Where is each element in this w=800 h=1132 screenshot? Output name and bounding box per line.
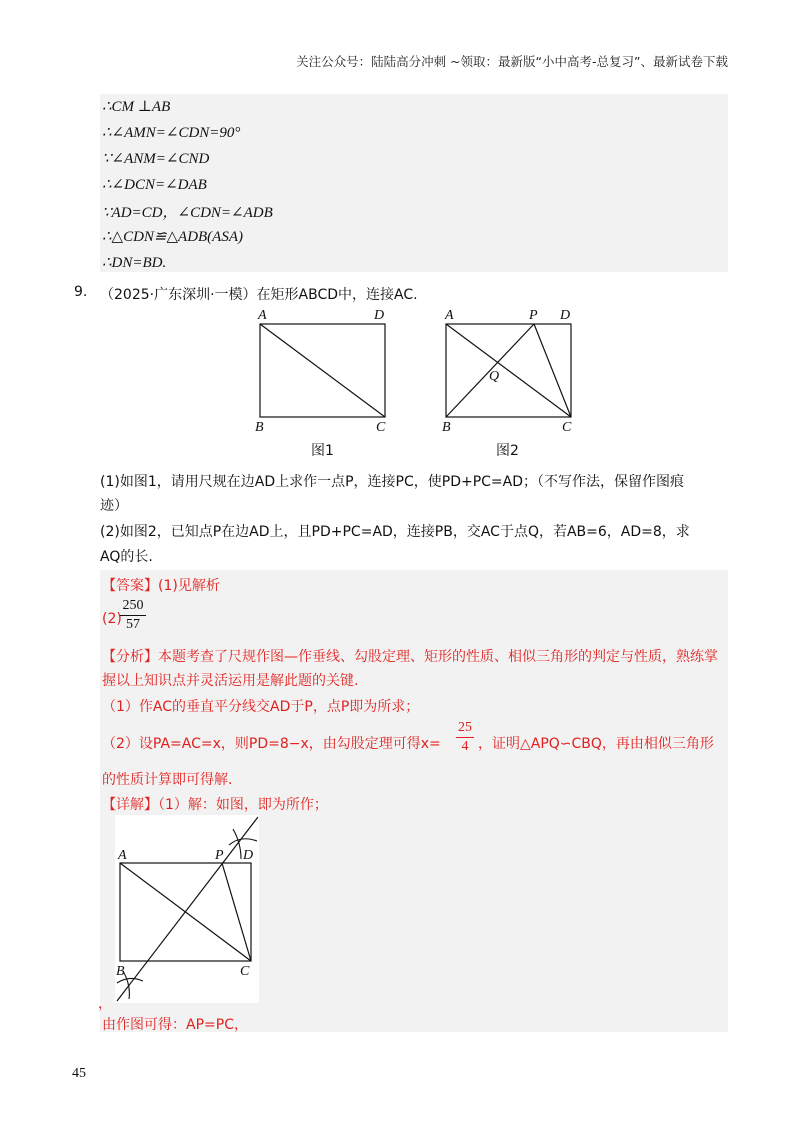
label-a: A (118, 848, 127, 863)
analysis-line2: 握以上知识点并灵活运用是解此题的关键. (102, 673, 359, 689)
label-b: B (116, 964, 125, 979)
perpendicular-bisector (117, 817, 258, 1001)
analysis-line5: 的性质计算即可得解. (102, 772, 233, 788)
proof-line: ∴∠DCN=∠DAB (102, 177, 207, 193)
proof-line: ∵∠ANM=∠CND (102, 151, 210, 167)
proof-line: ∴DN=BD. (102, 255, 167, 271)
segment-pc (222, 863, 251, 961)
analysis-line1 (102, 646, 718, 666)
fig1-caption: 图1 (311, 443, 334, 459)
label-b: B (442, 420, 451, 435)
answer-part2-prefix: (2) (102, 611, 122, 627)
label-c: C (562, 420, 572, 435)
arc-mark-top (229, 839, 257, 845)
label-d: D (374, 308, 385, 323)
analysis-text: 本题考查了尺规作图—作垂线、勾股定理、矩形的性质、相似三角形的判定与性质，熟练掌 (158, 649, 718, 665)
figure-1-2 (240, 300, 590, 465)
fraction-numerator: 25 (458, 720, 472, 735)
answer-fraction (120, 598, 146, 633)
label-a: A (445, 308, 454, 323)
part2-line1: (2)如图2，已知点P在边AD上，且PD+PC=AD，连接PB，交AC于点Q，若AB=6，AD=8，求 (100, 524, 690, 540)
detail-line2: 由作图可得：AP=PC， (102, 1017, 248, 1033)
label-c: C (376, 420, 386, 435)
construction-figure (115, 815, 259, 1003)
part1-line2: 迹） (100, 498, 128, 514)
analysis-tag: 【分析】 (102, 649, 158, 665)
proof-line: ∵AD=CD，∠CDN=∠ADB (102, 205, 273, 221)
page-number: 45 (72, 1066, 86, 1081)
label-a: A (258, 308, 267, 323)
fig2-caption: 图2 (496, 443, 519, 459)
question-number: 9. (74, 284, 88, 300)
diagonal-ac-fig1 (260, 324, 385, 417)
fraction-bar (456, 737, 474, 738)
label-c: C (240, 964, 250, 979)
detail-tag: 【详解】 (102, 797, 158, 813)
arc-mark-bottom (117, 978, 143, 983)
proof-line: ∴∠AMN=∠CDN=90° (102, 125, 241, 141)
fraction-denominator: 57 (126, 617, 140, 632)
detail-comma: ， (98, 996, 112, 1012)
fraction-bar (120, 615, 146, 616)
label-q: Q (489, 369, 500, 384)
page-header: 关注公众号：陆陆高分冲刺 ~领取：最新版“小中高考-总复习”、最新试卷下载 (296, 54, 728, 69)
detail-line1 (102, 794, 328, 814)
analysis-line3: （1）作AC的垂直平分线交AD于P，点P即为所求； (102, 699, 420, 715)
answer-part1: (1)见解析 (158, 578, 220, 594)
part1-line1: (1)如图1，请用尺规在边AD上求作一点P，连接PC，使PD+PC=AD；（不写作法，保留作图痕 (100, 474, 685, 490)
fraction-numerator: 250 (122, 598, 144, 613)
proof-line: ∴CM ⊥AB (102, 99, 171, 115)
analysis-line4-a: （2）设PA=AC=x，则PD=8−x，由勾股定理可得x= (102, 736, 441, 752)
detail-text: （1）解：如图，即为所作； (158, 797, 328, 813)
label-d: D (560, 308, 571, 323)
analysis-fraction (456, 720, 474, 755)
answer-tag: 【答案】 (102, 578, 158, 594)
proof-line: ∴△CDN≌△ADB(ASA) (102, 229, 243, 245)
label-b: B (255, 420, 264, 435)
analysis-line4-b: ，证明△APQ∽CBQ，再由相似三角形 (478, 736, 714, 752)
label-d: D (243, 848, 254, 863)
part2-line2: AQ的长. (100, 549, 153, 565)
question-source: （2025·广东深圳·一模）在矩形ABCD中，连接AC. (100, 287, 418, 303)
label-p: P (215, 848, 224, 863)
fraction-denominator: 4 (461, 739, 469, 754)
answer-line1 (102, 575, 220, 595)
label-p: P (529, 308, 538, 323)
